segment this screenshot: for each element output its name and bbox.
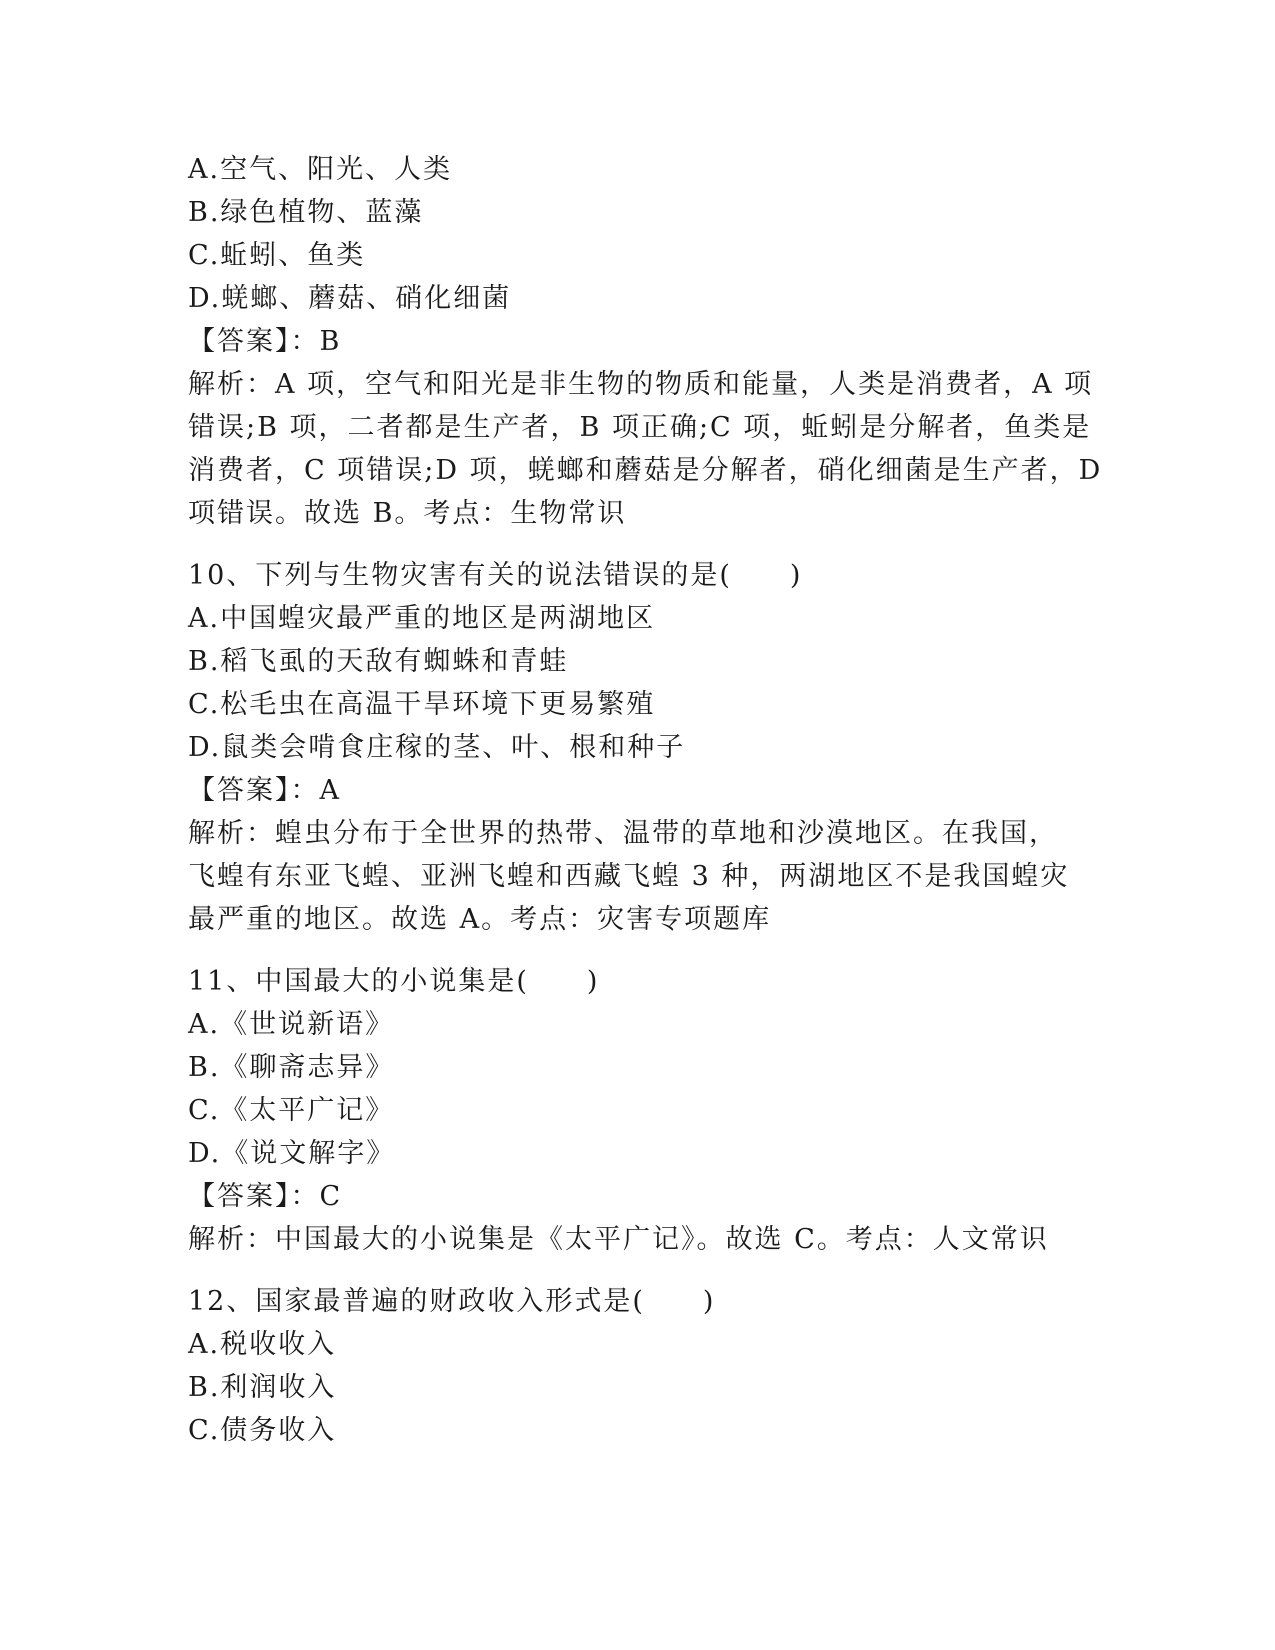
answer: 【答案】：B xyxy=(188,326,342,357)
option-b: B.《聊斋志异》 xyxy=(188,1052,395,1083)
option-c: C.《太平广记》 xyxy=(188,1095,395,1126)
option-a: A.空气、阳光、人类 xyxy=(188,154,453,185)
analysis-line: 解析：蝗虫分布于全世界的热带、温带的草地和沙漠地区。在我国， xyxy=(188,818,1058,849)
option-a: A.税收收入 xyxy=(188,1329,337,1360)
option-c: C.蚯蚓、鱼类 xyxy=(188,240,366,271)
analysis-line: 项错误。故选 B。考点：生物常识 xyxy=(188,498,627,529)
question-stem: 12、国家最普遍的财政收入形式是( ) xyxy=(188,1286,716,1317)
question-stem: 10、下列与生物灾害有关的说法错误的是( ) xyxy=(188,560,803,591)
question-9 xyxy=(188,148,1103,535)
question-12 xyxy=(188,1280,1088,1452)
analysis-line: 消费者，C 项错误;D 项，蜣螂和蘑菇是分解者，硝化细菌是生产者，D xyxy=(188,455,1103,486)
option-c: C.松毛虫在高温干旱环境下更易繁殖 xyxy=(188,689,656,720)
option-d: D.蜣螂、蘑菇、硝化细菌 xyxy=(188,283,512,314)
option-a: A.中国蝗灾最严重的地区是两湖地区 xyxy=(188,603,656,634)
analysis-line: 解析：A 项，空气和阳光是非生物的物质和能量，人类是消费者，A 项 xyxy=(188,369,1094,400)
spacer xyxy=(188,941,1088,960)
answer: 【答案】：C xyxy=(188,1181,343,1212)
option-d: D.《说文解字》 xyxy=(188,1138,396,1169)
analysis-line: 错误;B 项，二者都是生产者，B 项正确;C 项，蚯蚓是分解者，鱼类是 xyxy=(188,412,1092,443)
analysis-line: 解析：中国最大的小说集是《太平广记》。故选 C。考点：人文常识 xyxy=(188,1224,1049,1255)
question-11 xyxy=(188,960,1088,1261)
analysis-line: 最严重的地区。故选 A。考点：灾害专项题库 xyxy=(188,904,772,935)
question-10 xyxy=(188,554,1088,941)
answer: 【答案】：A xyxy=(188,775,341,806)
option-b: B.利润收入 xyxy=(188,1372,337,1403)
option-d: D.鼠类会啃食庄稼的茎、叶、根和种子 xyxy=(188,732,686,763)
spacer xyxy=(188,1261,1088,1280)
question-stem: 11、中国最大的小说集是( ) xyxy=(188,966,600,997)
option-b: B.绿色植物、蓝藻 xyxy=(188,197,424,228)
option-a: A.《世说新语》 xyxy=(188,1009,395,1040)
option-b: B.稻飞虱的天敌有蜘蛛和青蛙 xyxy=(188,646,569,677)
option-c: C.债务收入 xyxy=(188,1415,337,1446)
spacer xyxy=(188,535,1088,554)
analysis-line: 飞蝗有东亚飞蝗、亚洲飞蝗和西藏飞蝗 3 种，两湖地区不是我国蝗灾 xyxy=(188,861,1070,892)
page-content xyxy=(188,148,1103,1452)
